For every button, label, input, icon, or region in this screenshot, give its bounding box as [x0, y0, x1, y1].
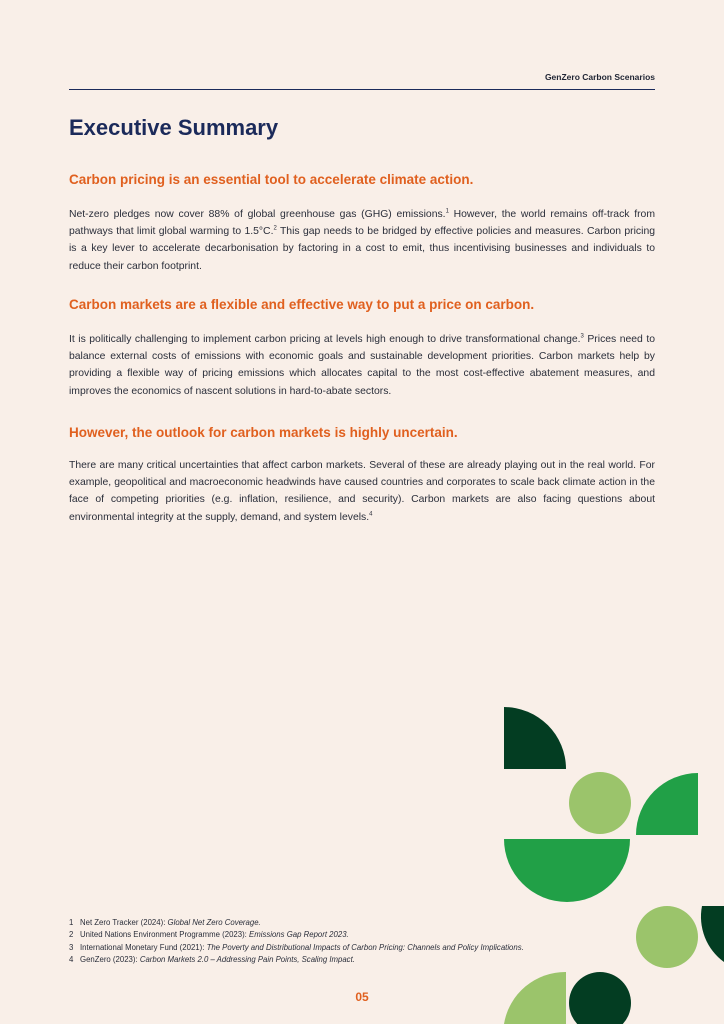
- running-header: GenZero Carbon Scenarios: [544, 72, 655, 82]
- footnotes: [69, 917, 659, 967]
- footnote-ref-4: 4: [369, 511, 373, 518]
- footnote-ref-3: 3: [580, 333, 584, 340]
- footnote-ref-1: 1: [445, 208, 449, 215]
- section-heading-carbon-pricing: Carbon pricing is an essential tool to accelerate climate action.: [69, 172, 474, 187]
- section-paragraph-carbon-pricing: Net-zero pledges now cover 88% of global greenhouse gas (GHG) emissions.$^1$ However, the world remains off-track from pathways that limit global warming to 1.5°C.$^2$ This gap needs to be bridged by effective policies and measures. Carbon pricing is a key lever to accelerate decarbonisation by factoring in a cost to emit, thus incentivising businesses and individuals to reduce their carbon footprint.: [69, 208, 655, 272]
- green-leaf-shape: [636, 773, 698, 835]
- page-number: 05: [355, 990, 369, 1004]
- dark-green-edge-leaf-shape: [701, 906, 724, 962]
- section-paragraph-outlook: There are many critical uncertainties that affect carbon markets. Several of these are already playing out in the real world. For example, geopolitical and macroeconomic headwinds have caused countries and corporates to scale back climate action in the face of competing priorities (e.g. inflation, resilience, and security). Carbon markets are also facing questions about environmental integrity at the supply, demand, and system levels.$^4$: [69, 460, 655, 523]
- dark-green-leaf-shape: [504, 707, 566, 769]
- footnote-item: 2 United Nations Environment Programme (2023): Emissions Gap Report 2023.: [69, 930, 349, 940]
- section-heading-outlook: However, the outlook for carbon markets is highly uncertain.: [69, 425, 458, 440]
- page-title: Executive Summary: [69, 115, 279, 140]
- section-paragraph-carbon-markets: It is politically challenging to implement carbon pricing at levels high enough to drive transformational change.$^3$ Prices need to balance external costs of emissions with economic goals and sustainable development priorities. Carbon markets help by providing a flexible way of pricing emissions which allocates capital to the most cost-effective abatement measures, and improves the economics of nascent solutions in hard-to-abate sectors.: [69, 333, 655, 397]
- green-half-circle-shape: [504, 839, 630, 902]
- light-green-circle-shape: [569, 772, 631, 834]
- section-heading-carbon-markets: Carbon markets are a flexible and effective way to put a price on carbon.: [69, 297, 535, 312]
- footnote-item: 3 International Monetary Fund (2021): The Poverty and Distributional Impacts of Carbon Pricing: Channels and Policy Implications.: [69, 942, 524, 952]
- footnote-item: 4 GenZero (2023): Carbon Markets 2.0 – Addressing Pain Points, Scaling Impact.: [69, 955, 355, 965]
- footnote-ref-2: 2: [273, 225, 277, 232]
- footnote-item: 1 Net Zero Tracker (2024): Global Net Zero Coverage.: [69, 918, 261, 927]
